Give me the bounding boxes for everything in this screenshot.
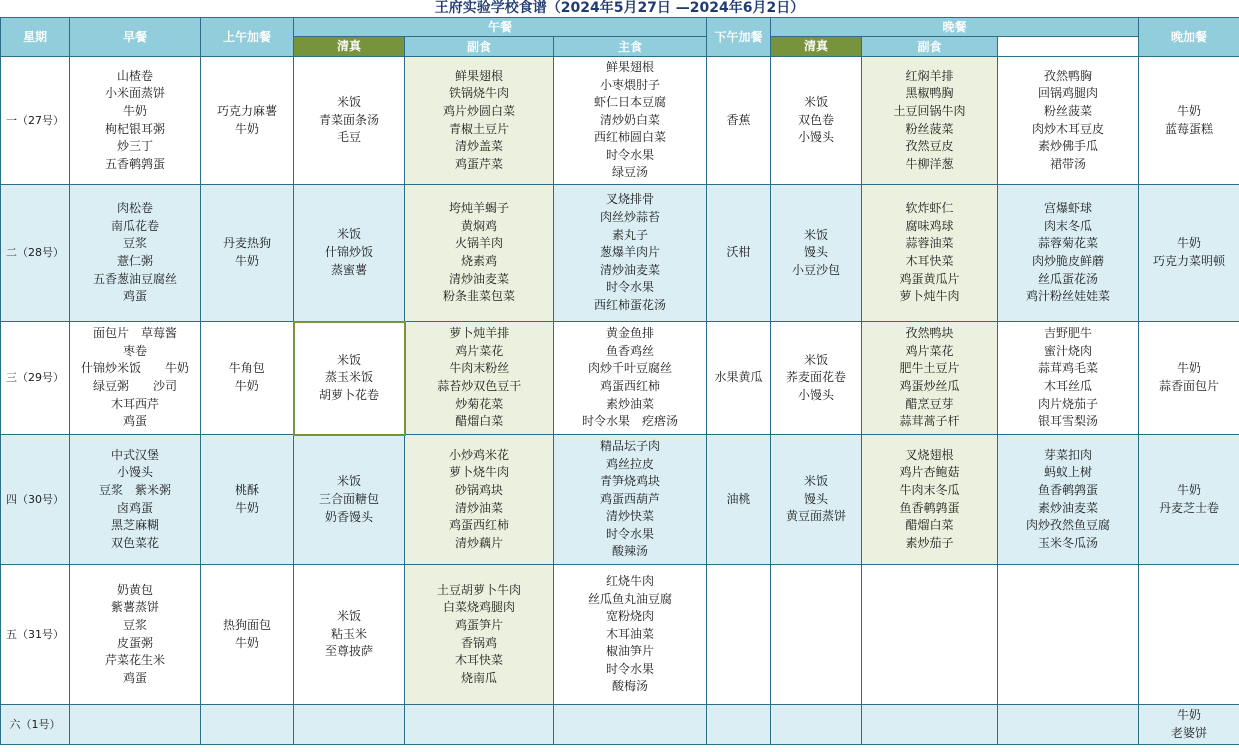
lunch-side-cell: 红烧牛肉 丝瓜鱼丸油豆腐 宽粉烧肉 木耳油菜 椒油笋片 时令水果 酸梅汤 [554, 565, 707, 705]
dinner-halal-cell: 叉烧翅根 鸡片杏鲍菇 牛肉末冬瓜 鱼香鹌鹑蛋 醋熘白菜 素炒茄子 [862, 435, 998, 565]
header-lunch-side: 副食 [405, 37, 554, 57]
lunch-main-cell: 米饭 蒸玉米饭 胡萝卜花卷 [294, 322, 405, 435]
evening-snack-cell: 牛奶 蓝莓蛋糕 [1139, 57, 1239, 185]
lunch-halal-cell [405, 705, 554, 745]
dinner-side-cell: 孜然鸭胸 回锅鸡腿肉 粉丝菠菜 肉炒木耳豆皮 素炒佛手瓜 裙带汤 [998, 57, 1139, 185]
pm-snack-cell: 油桃 [707, 435, 771, 565]
day-cell: 一（27号） [1, 57, 70, 185]
header-dinner: 晚餐 [771, 18, 1139, 37]
breakfast-cell: 肉松卷 南瓜花卷 豆浆 薏仁粥 五香葱油豆腐丝 鸡蛋 [70, 185, 201, 322]
dinner-side-cell [998, 705, 1139, 745]
evening-snack-cell: 牛奶 丹麦芝士卷 [1139, 435, 1239, 565]
dinner-halal-cell: 孜然鸭块 鸡片菜花 肥牛土豆片 鸡蛋炒丝瓜 醋烹豆芽 蒜茸蒿子杆 [862, 322, 998, 435]
dinner-main-cell: 米饭 双色卷 小馒头 [771, 57, 862, 185]
lunch-halal-cell: 萝卜炖羊排 鸡片菜花 牛肉末粉丝 蒜苔炒双色豆干 炒菊花菜 醋熘白菜 [405, 322, 554, 435]
lunch-halal-cell: 小炒鸡米花 萝卜烧牛肉 砂锅鸡块 清炒油菜 鸡蛋西红柿 清炒藕片 [405, 435, 554, 565]
pm-snack-cell [707, 705, 771, 745]
header-breakfast: 早餐 [70, 18, 201, 57]
am-snack-cell [201, 705, 294, 745]
am-snack-cell: 热狗面包 牛奶 [201, 565, 294, 705]
header-dinner-side: 副食 [862, 37, 998, 57]
lunch-main-cell [294, 705, 405, 745]
pm-snack-cell: 沃柑 [707, 185, 771, 322]
day-cell: 六（1号） [1, 705, 70, 745]
header-pm-snack: 下午加餐 [707, 18, 771, 57]
day-cell: 四（30号） [1, 435, 70, 565]
pm-snack-cell: 香蕉 [707, 57, 771, 185]
lunch-side-cell: 鲜果翅根 小枣煨肘子 虾仁日本豆腐 清炒奶白菜 西红柿圆白菜 时令水果 绿豆汤 [554, 57, 707, 185]
dinner-main-cell: 米饭 馒头 小豆沙包 [771, 185, 862, 322]
breakfast-cell [70, 705, 201, 745]
day-cell: 五（31号） [1, 565, 70, 705]
am-snack-cell: 桃酥 牛奶 [201, 435, 294, 565]
dinner-side-cell: 芽菜扣肉 蚂蚁上树 鱼香鹌鹑蛋 素炒油麦菜 肉炒孜然鱼豆腐 玉米冬瓜汤 [998, 435, 1139, 565]
day-cell: 二（28号） [1, 185, 70, 322]
lunch-main-cell: 米饭 什锦炒饭 蒸蜜薯 [294, 185, 405, 322]
table-row [1, 185, 1239, 322]
lunch-main-cell: 米饭 青菜面条汤 毛豆 [294, 57, 405, 185]
lunch-halal-cell: 土豆胡萝卜牛肉 白菜烧鸡腿肉 鸡蛋笋片 香锅鸡 木耳快菜 烧南瓜 [405, 565, 554, 705]
pm-snack-cell [707, 565, 771, 705]
breakfast-cell: 面包片 草莓酱 枣卷 什锦炒米饭 牛奶 绿豆粥 沙司 木耳西芹 鸡蛋 [70, 322, 201, 435]
dinner-halal-cell [862, 705, 998, 745]
table-row [1, 57, 1239, 185]
evening-snack-cell [1139, 565, 1239, 705]
header-am-snack: 上午加餐 [201, 18, 294, 57]
lunch-main-cell: 米饭 粘玉米 至尊披萨 [294, 565, 405, 705]
dinner-main-cell: 米饭 荞麦面花卷 小馒头 [771, 322, 862, 435]
evening-snack-cell: 牛奶 老婆饼 [1139, 705, 1239, 745]
table-row [1, 435, 1239, 565]
lunch-side-cell: 叉烧排骨 肉丝炒蒜苔 素丸子 葱爆羊肉片 清炒油麦菜 时令水果 西红柿蛋花汤 [554, 185, 707, 322]
dinner-halal-cell: 红焖羊排 黑椒鸭胸 土豆回锅牛肉 粉丝菠菜 孜然豆皮 牛柳洋葱 [862, 57, 998, 185]
header-dinner-halal: 清真 [771, 37, 862, 57]
dinner-side-cell [998, 565, 1139, 705]
dinner-main-cell: 米饭 馒头 黄豆面蒸饼 [771, 435, 862, 565]
table-row [1, 565, 1239, 705]
am-snack-cell: 牛角包 牛奶 [201, 322, 294, 435]
header-lunch: 午餐 [294, 18, 707, 37]
table-row [1, 705, 1239, 745]
breakfast-cell: 奶黄包 紫薯蒸饼 豆浆 皮蛋粥 芹菜花生米 鸡蛋 [70, 565, 201, 705]
dinner-halal-cell: 软炸虾仁 腐味鸡球 蒜蓉油菜 木耳快菜 鸡蛋黄瓜片 萝卜炖牛肉 [862, 185, 998, 322]
table-row [1, 322, 1239, 435]
lunch-side-cell: 精品坛子肉 鸡丝拉皮 青笋烧鸡块 鸡蛋西葫芦 清炒快菜 时令水果 酸辣汤 [554, 435, 707, 565]
breakfast-cell: 山楂卷 小米面蒸饼 牛奶 枸杞银耳粥 炒三丁 五香鹌鹑蛋 [70, 57, 201, 185]
am-snack-cell: 巧克力麻薯 牛奶 [201, 57, 294, 185]
dinner-main-cell [771, 705, 862, 745]
lunch-side-cell [554, 705, 707, 745]
dinner-main-cell [771, 565, 862, 705]
breakfast-cell: 中式汉堡 小馒头 豆浆 紫米粥 卤鸡蛋 黑芝麻糊 双色菜花 [70, 435, 201, 565]
header-dinner-main: 主食 [554, 37, 707, 57]
header-day: 星期 [1, 18, 70, 57]
page-title: 王府实验学校食谱（2024年5月27日 —2024年6月2日） [434, 0, 805, 16]
evening-snack-cell: 牛奶 巧克力菜明顿 [1139, 185, 1239, 322]
header-lunch-halal: 清真 [294, 37, 405, 57]
dinner-side-cell: 宫爆虾球 肉末冬瓜 蒜蓉菊花菜 肉炒脆皮鲜蘑 丝瓜蛋花汤 鸡汁粉丝娃娃菜 [998, 185, 1139, 322]
lunch-halal-cell: 鲜果翅根 铁锅烧牛肉 鸡片炒圆白菜 青椒土豆片 清炒盖菜 鸡蛋芹菜 [405, 57, 554, 185]
pm-snack-cell: 水果黄瓜 [707, 322, 771, 435]
dinner-side-cell: 吉野肥牛 蜜汁烧肉 蒜茸鸡毛菜 木耳丝瓜 肉片烧茄子 银耳雪梨汤 [998, 322, 1139, 435]
lunch-side-cell: 黄金鱼排 鱼香鸡丝 肉炒千叶豆腐丝 鸡蛋西红柿 素炒油菜 时令水果 疙瘩汤 [554, 322, 707, 435]
dinner-halal-cell [862, 565, 998, 705]
header-evening-snack: 晚加餐 [1139, 18, 1239, 57]
lunch-main-cell: 米饭 三合面糖包 奶香馒头 [294, 435, 405, 565]
am-snack-cell: 丹麦热狗 牛奶 [201, 185, 294, 322]
day-cell: 三（29号） [1, 322, 70, 435]
menu-table [0, 17, 1239, 745]
evening-snack-cell: 牛奶 蒜香面包片 [1139, 322, 1239, 435]
lunch-halal-cell: 垮炖羊蝎子 黄焖鸡 火锅羊肉 烧素鸡 清炒油麦菜 粉条韭菜包菜 [405, 185, 554, 322]
